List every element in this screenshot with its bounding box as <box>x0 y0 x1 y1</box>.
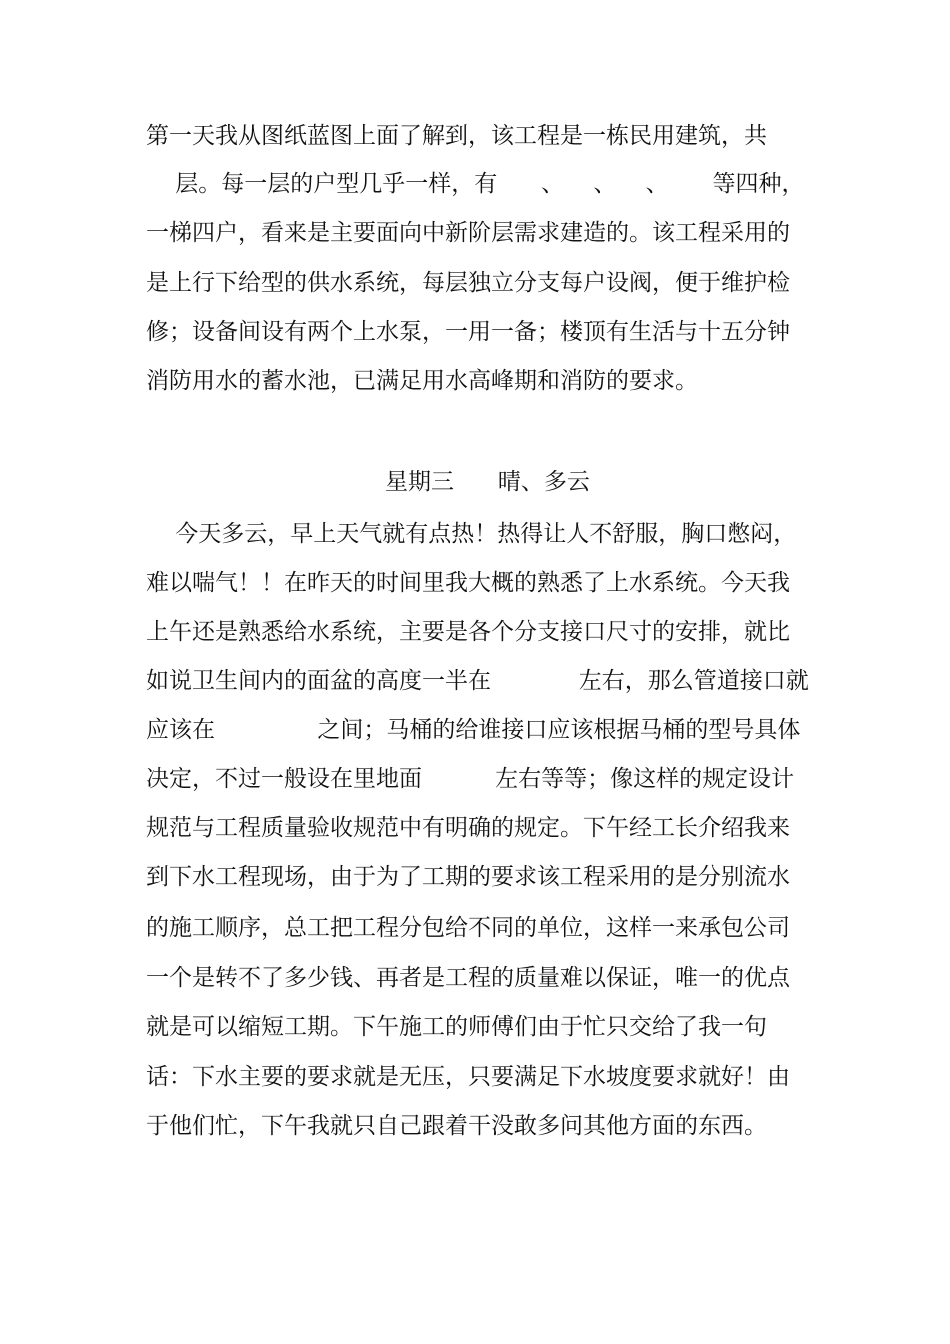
paragraph-2-line-8: 到下水工程现场，由于为了工期的要求该工程采用的是分别流水 <box>146 864 790 890</box>
paragraph-2-line-13: 于他们忙，下午我就只自己跟着干没敢多问其他方面的东西。 <box>146 1113 767 1139</box>
paragraph-2-line-5: 应该在 之间；马桶的给谁接口应该根据马桶的型号具体 <box>146 717 801 743</box>
paragraph-2-line-9: 的施工顺序，总工把工程分包给不同的单位，这样一来承包公司 <box>146 915 790 941</box>
paragraph-2-line-3: 上午还是熟悉给水系统，主要是各个分支接口尺寸的安排，就比 <box>146 619 790 645</box>
paragraph-2-line-1: 今天多云，早上天气就有点热！热得让人不舒服，胸口憋闷， <box>146 521 797 547</box>
paragraph-1-line-4: 是上行下给型的供水系统，每层独立分支每户设阀，便于维护检 <box>146 270 790 296</box>
paragraph-2-line-12: 话：下水主要的要求就是无压，只要满足下水坡度要求就好！由 <box>146 1064 790 1090</box>
weekday-weather-heading: 星期三 晴、多云 <box>385 469 590 495</box>
paragraph-2-line-2: 难以喘气！！在昨天的时间里我大概的熟悉了上水系统。今天我 <box>146 570 790 596</box>
paragraph-2-line-7: 规范与工程质量验收规范中有明确的规定。下午经工长介绍我来 <box>146 815 790 841</box>
paragraph-1-line-6: 消防用水的蓄水池，已满足用水高峰期和消防的要求。 <box>146 368 698 394</box>
paragraph-2-line-6: 决定，不过一般设在里地面 左右等等；像这样的规定设计 <box>146 766 795 792</box>
paragraph-2-line-10: 一个是转不了多少钱、再者是工程的质量难以保证，唯一的优点 <box>146 965 790 991</box>
paragraph-1-line-1: 第一天我从图纸蓝图上面了解到，该工程是一栋民用建筑，共 <box>146 123 767 149</box>
paragraph-1-line-3: 一梯四户，看来是主要面向中新阶层需求建造的。该工程采用的 <box>146 220 790 246</box>
paragraph-1-line-5: 修；设备间设有两个上水泵，一用一备；楼顶有生活与十五分钟 <box>146 319 790 345</box>
paragraph-2-line-11: 就是可以缩短工期。下午施工的师傅们由于忙只交给了我一句 <box>146 1014 767 1040</box>
paragraph-2-line-4: 如说卫生间内的面盆的高度一半在 左右，那么管道接口就 <box>146 668 809 694</box>
paragraph-1-line-2: 层。每一层的户型几乎一样，有 、 、 、 等四种， <box>146 171 805 197</box>
